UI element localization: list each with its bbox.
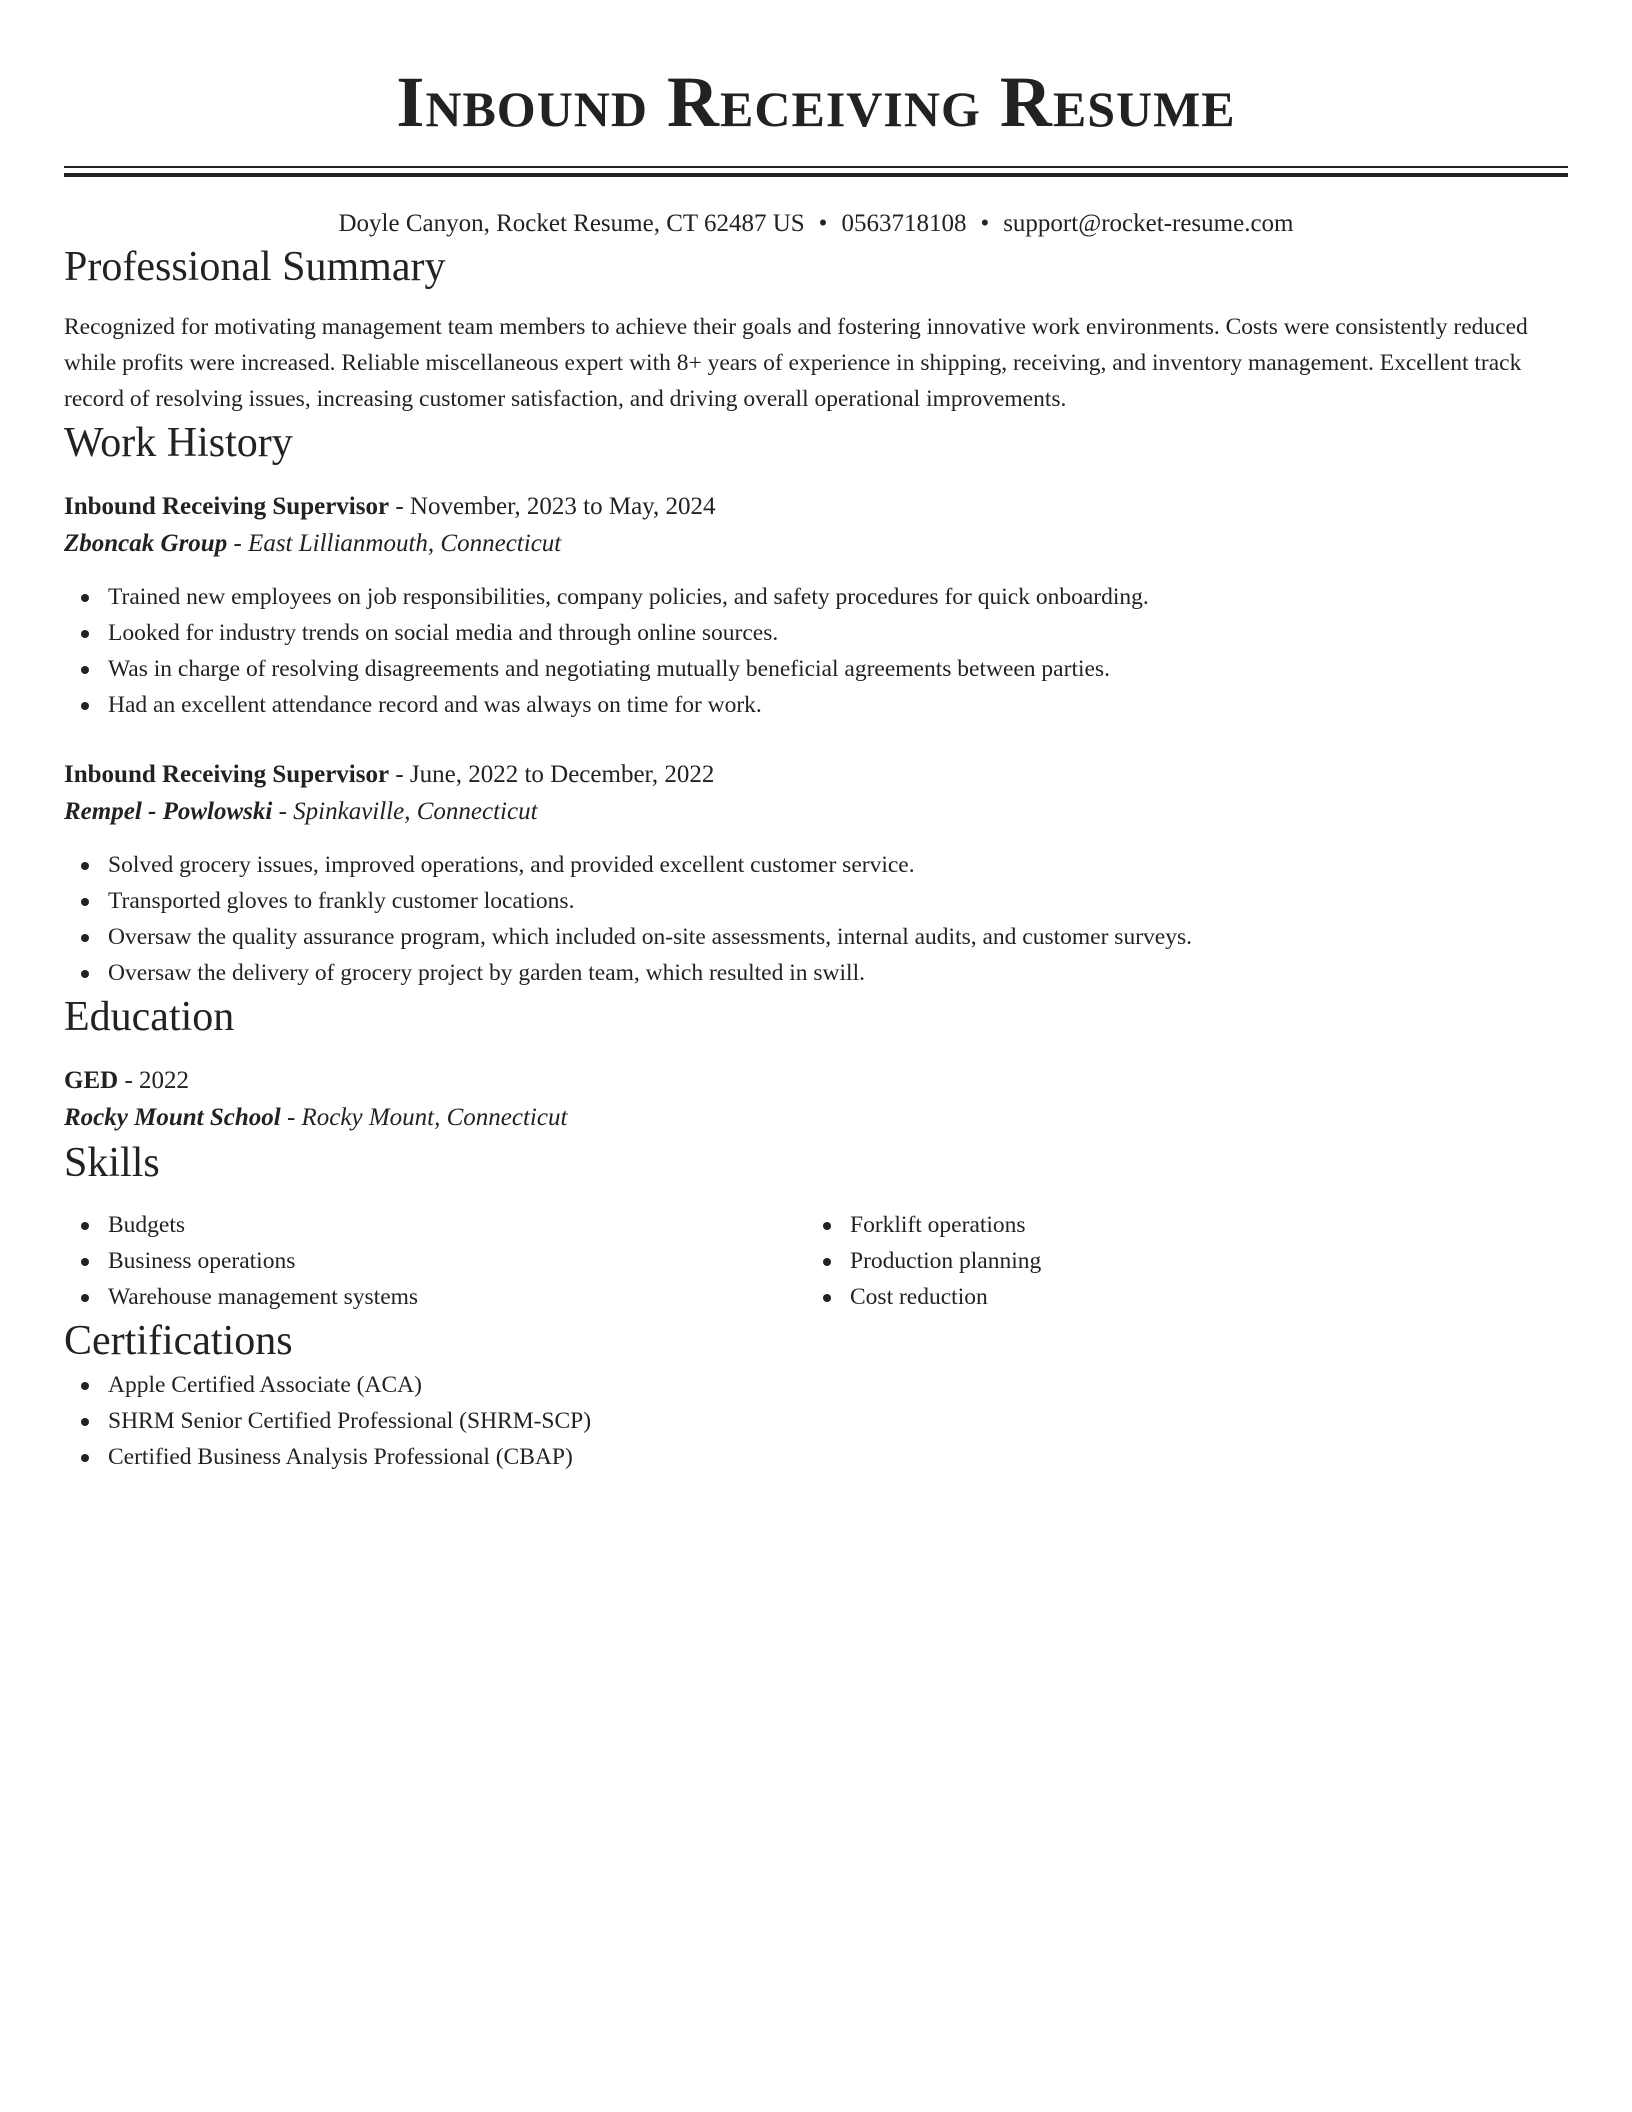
list-item: Oversaw the quality assurance program, which included on-site assessments, internal audits, and customer surveys.	[108, 919, 1568, 955]
contact-email: support@rocket-resume.com	[1003, 210, 1294, 237]
job-header	[64, 489, 1568, 525]
list-item: Cost reduction	[850, 1279, 1548, 1315]
work-entry	[64, 489, 1568, 723]
job-location: East Lillianmouth, Connecticut	[248, 530, 562, 557]
work-entry	[64, 757, 1568, 991]
list-item: Transported gloves to frankly customer locations.	[108, 883, 1568, 919]
list-item: Budgets	[108, 1207, 806, 1243]
job-bullets	[64, 579, 1568, 723]
contact-line	[64, 207, 1568, 241]
list-item: Business operations	[108, 1243, 806, 1279]
contact-phone: 0563718108	[841, 210, 967, 237]
job-dates: November, 2023 to May, 2024	[409, 493, 716, 520]
section-heading-work: Work History	[64, 420, 293, 466]
certifications-list	[64, 1367, 1568, 1475]
education-degree: GED	[64, 1067, 119, 1094]
skills-column-left	[64, 1207, 806, 1315]
list-item: Looked for industry trends on social media and through online sources.	[108, 615, 1568, 651]
job-bullets	[64, 847, 1568, 991]
education-header	[64, 1063, 1568, 1099]
list-item: Was in charge of resolving disagreements and negotiating mutually beneficial agreements between parties.	[108, 651, 1568, 687]
list-item: Solved grocery issues, improved operations, and provided excellent customer service.	[108, 847, 1568, 883]
section-heading-summary: Professional Summary	[64, 244, 446, 290]
education-location: Rocky Mount, Connecticut	[301, 1104, 568, 1131]
job-company: Zboncak Group	[64, 530, 228, 557]
title-divider-thick	[64, 173, 1568, 177]
list-item: SHRM Senior Certified Professional (SHRM-SCP)	[108, 1403, 1568, 1439]
job-dash: -	[395, 493, 404, 520]
skills-column-right	[806, 1207, 1548, 1315]
section-heading-skills: Skills	[64, 1140, 160, 1186]
job-location: Spinkaville, Connecticut	[293, 798, 538, 825]
job-title: Inbound Receiving Supervisor	[64, 493, 390, 520]
job-company: Rempel - Powlowski	[64, 798, 273, 825]
education-dash: -	[286, 1104, 296, 1131]
job-dash: -	[278, 798, 287, 825]
list-item: Production planning	[850, 1243, 1548, 1279]
list-item: Forklift operations	[850, 1207, 1548, 1243]
education-school: Rocky Mount School	[64, 1104, 281, 1131]
contact-separator: •	[818, 210, 828, 237]
list-item: Trained new employees on job responsibilities, company policies, and safety procedures for quick onboarding.	[108, 579, 1568, 615]
resume-title: Inbound Receiving Resume	[396, 62, 1236, 142]
job-dash: -	[233, 530, 242, 557]
contact-separator: •	[980, 210, 990, 237]
skills-grid	[64, 1207, 1568, 1315]
contact-address: Doyle Canyon, Rocket Resume, CT 62487 US	[338, 210, 805, 237]
list-item: Oversaw the delivery of grocery project by garden team, which resulted in swill.	[108, 955, 1568, 991]
summary-text: Recognized for motivating management team members to achieve their goals and fostering innovative work environments. Costs were consistently reduced while profits were increased. Reliable miscellaneous expert with 8+ years of experience in shipping, receiving, and inventory management. Excellent track record of resolving issues, increasing customer satisfaction, and driving overall operational improvements.	[64, 314, 1528, 412]
job-dash: -	[395, 761, 404, 788]
job-title: Inbound Receiving Supervisor	[64, 761, 390, 788]
education-year: 2022	[139, 1067, 190, 1094]
job-employer	[64, 793, 1568, 831]
section-heading-education: Education	[64, 994, 235, 1040]
job-employer	[64, 525, 1568, 563]
education-school-line	[64, 1099, 1568, 1137]
list-item: Certified Business Analysis Professional (CBAP)	[108, 1439, 1568, 1475]
title-divider-thin	[64, 166, 1568, 168]
list-item: Had an excellent attendance record and was always on time for work.	[108, 687, 1568, 723]
education-dash: -	[124, 1067, 133, 1094]
job-header	[64, 757, 1568, 793]
list-item: Apple Certified Associate (ACA)	[108, 1367, 1568, 1403]
education-entry	[64, 1063, 1568, 1137]
job-dates: June, 2022 to December, 2022	[409, 761, 715, 788]
list-item: Warehouse management systems	[108, 1279, 806, 1315]
section-heading-certifications: Certifications	[64, 1318, 293, 1364]
